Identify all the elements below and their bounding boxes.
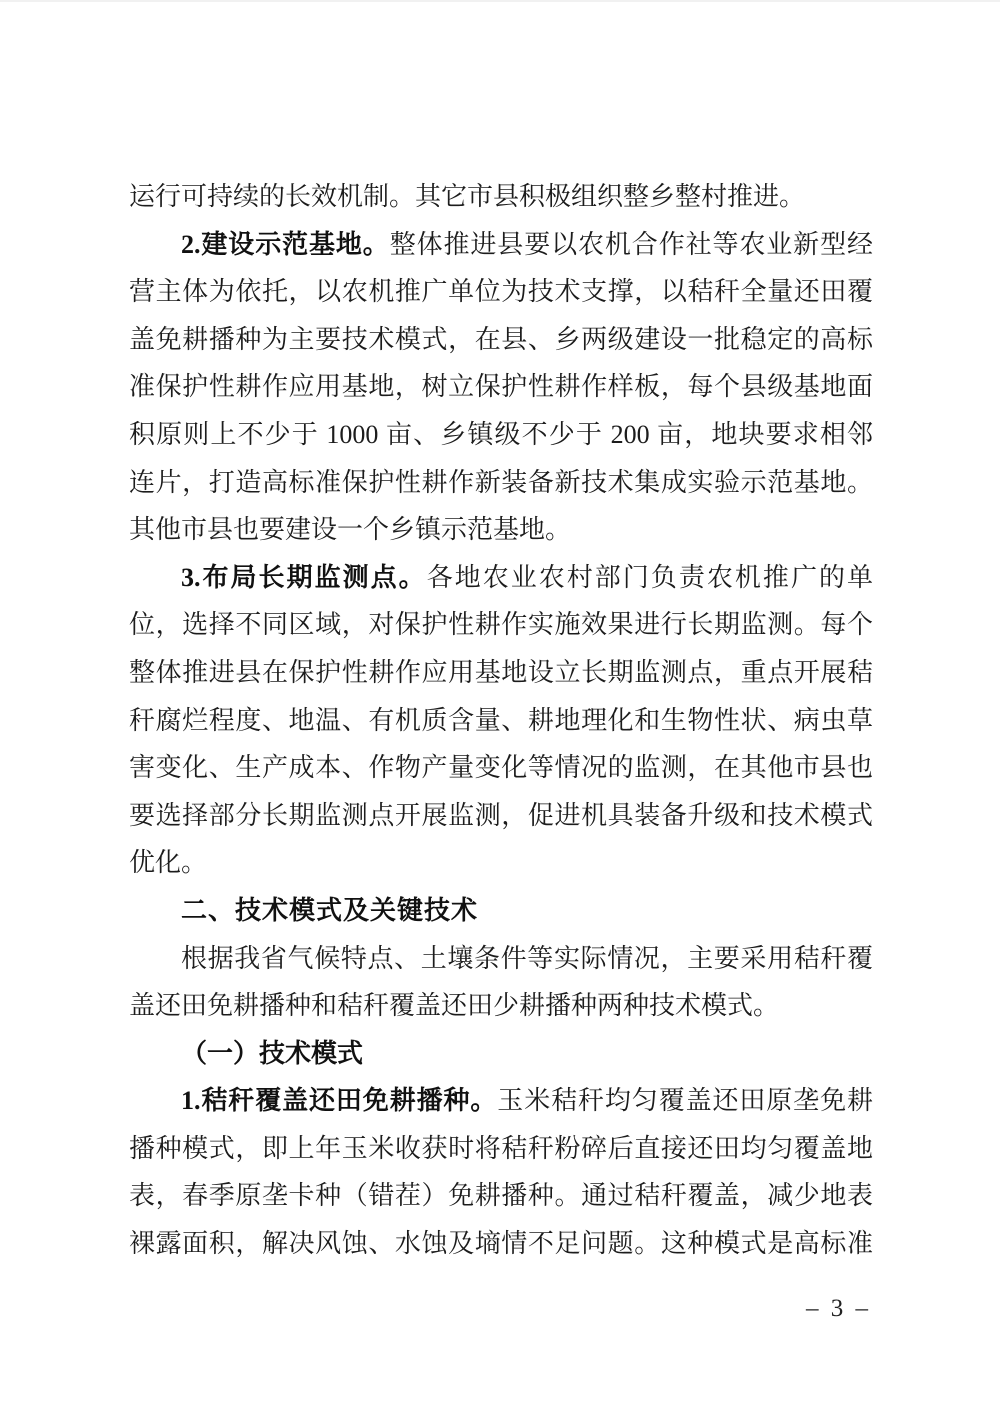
line-text: 秆腐烂程度、地温、有机质含量、耕地理化和生物性状、病虫草 — [129, 705, 873, 735]
line-text: 表，春季原垄卡种（错茬）免耕播种。通过秸秆覆盖，减少地表 — [129, 1181, 873, 1211]
line-text: 优化。 — [129, 848, 208, 878]
line-text: 害变化、生产成本、作物产量变化等情况的监测，在其他市县也 — [129, 753, 873, 783]
page-number: – 3 – — [806, 1295, 871, 1322]
text-line — [129, 1125, 873, 1173]
paragraph-heading-bold: 2.建设示范基地。 — [181, 229, 390, 259]
line-text: 整体推进县在保护性耕作应用基地设立长期监测点，重点开展秸 — [129, 657, 873, 687]
section-heading — [129, 887, 873, 935]
line-text: 盖还田免耕播种和秸秆覆盖还田少耕播种两种技术模式。 — [129, 991, 780, 1021]
text-line — [129, 363, 873, 411]
text-line — [129, 839, 873, 887]
line-text: 根据我省气候特点、土壤条件等实际情况，主要采用秸秆覆 — [181, 943, 873, 973]
line-text: 裸露面积，解决风蚀、水蚀及墒情不足问题。这种模式是高标准 — [129, 1229, 873, 1259]
subsection-heading-text: （一）技术模式 — [181, 1038, 364, 1068]
line-text: 连片，打造高标准保护性耕作新装备新技术集成实验示范基地。 — [129, 467, 873, 497]
line-text: 运行可持续的长效机制。其它市县积极组织整乡整村推进。 — [129, 182, 806, 211]
text-line — [129, 935, 873, 983]
text-line — [129, 411, 873, 459]
line-text: 播种模式，即上年玉米收获时将秸秆粉碎后直接还田均匀覆盖地 — [129, 1133, 873, 1163]
paragraph-heading-bold: 3.布局长期监测点。 — [181, 562, 427, 592]
line-text: 盖免耕播种为主要技术模式，在县、乡两级建设一批稳定的高标 — [129, 324, 873, 354]
text-line — [129, 554, 873, 602]
line-text: 其他市县也要建设一个乡镇示范基地。 — [129, 515, 572, 545]
line-text: 营主体为依托，以农机推广单位为技术支撑，以秸秆全量还田覆 — [129, 277, 873, 307]
text-line — [129, 982, 873, 1030]
line-text: 准保护性耕作应用基地，树立保护性耕作样板，每个县级基地面 — [129, 372, 873, 402]
document-body — [129, 173, 873, 1268]
line-text: 积原则上不少于 1000 亩、乡镇级不少于 200 亩，地块要求相邻 — [129, 419, 873, 449]
line-text: 位，选择不同区域，对保护性耕作实施效果进行长期监测。每个 — [129, 610, 873, 640]
line-text: 各地农业农村部门负责农机推广的单 — [426, 562, 873, 592]
text-line — [129, 316, 873, 364]
paragraph-heading-bold: 1.秸秆覆盖还田免耕播种。 — [181, 1086, 498, 1116]
text-line — [129, 601, 873, 649]
line-text: 要选择部分长期监测点开展监测，促进机具装备升级和技术模式 — [129, 800, 873, 830]
text-line — [129, 1220, 873, 1268]
text-line — [129, 697, 873, 745]
text-line — [129, 173, 873, 221]
section-heading-text: 二、技术模式及关键技术 — [181, 894, 479, 925]
text-line — [129, 268, 873, 316]
text-line — [129, 649, 873, 697]
text-line — [129, 744, 873, 792]
line-text: 整体推进县要以农机合作社等农业新型经 — [389, 229, 873, 259]
line-text: 玉米秸秆均匀覆盖还田原垄免耕 — [497, 1086, 873, 1116]
text-line — [129, 1172, 873, 1220]
text-line — [129, 792, 873, 840]
text-line — [129, 459, 873, 507]
text-line — [129, 221, 873, 269]
subsection-heading — [129, 1030, 873, 1078]
text-line — [129, 1077, 873, 1125]
text-line — [129, 506, 873, 554]
